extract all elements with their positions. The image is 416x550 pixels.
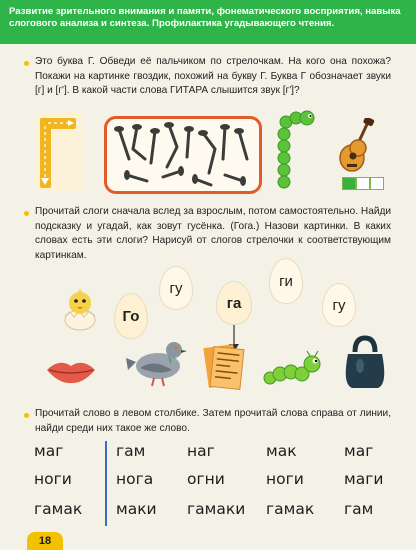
page-number: 18 (27, 532, 63, 550)
right-word: нога (116, 470, 154, 488)
guitar-icon (338, 118, 378, 174)
right-word: гам (116, 442, 146, 460)
task-3-text: Прочитай слово в левом столбике. Затем прочитай слова справа от линии, найди среди них такое же слово. (35, 408, 391, 434)
right-word: ноги (266, 470, 304, 488)
sound-box (356, 177, 370, 190)
caterpillar-icon (262, 350, 324, 386)
syllable-egg-gu[interactable]: гу (159, 266, 193, 310)
weight-icon (340, 334, 390, 392)
left-word: маг (34, 442, 64, 460)
right-word: мак (266, 442, 297, 460)
sound-scheme (342, 177, 384, 190)
right-word: огни (187, 470, 225, 488)
lips-icon (45, 356, 97, 386)
caterpillar-letter-g-icon (276, 110, 320, 190)
bullet-3 (24, 413, 29, 418)
right-word: маг (344, 442, 374, 460)
left-word: ноги (34, 470, 72, 488)
header-text: Развитие зрительного внимания и памяти, фонематического восприятия, навыка слогового анализа и синтеза. Профилактика угадывающего чтения. (9, 6, 401, 30)
right-word: маги (344, 470, 384, 488)
sound-box (342, 177, 356, 190)
letter-g-icon (40, 118, 76, 188)
right-word: гамаки (187, 500, 246, 518)
page-header (0, 0, 416, 44)
right-word: наг (187, 442, 215, 460)
right-word: маки (116, 500, 157, 518)
syllable-egg-ga[interactable]: га (216, 281, 252, 325)
pigeon-icon (124, 336, 188, 388)
sound-box (370, 177, 384, 190)
task-2-text: Прочитай слоги сначала вслед за взрослым, потом самостоятельно. Найди подсказку и угадай, как зовут гусёнка. (Гога.) Назови картинки. В каких словах есть эти слоги? Нарисуй от слогов стрелочки к соответствующим картинкам. (35, 206, 391, 261)
gosling-icon (60, 283, 100, 331)
nails-icon (107, 119, 259, 191)
syllable-egg-gi[interactable]: ги (269, 258, 303, 304)
right-word: гам (344, 500, 374, 518)
newspaper-icon (202, 342, 246, 392)
nails-picture-frame (104, 116, 262, 194)
left-word: гамак (34, 500, 83, 518)
syllable-egg-go[interactable]: Го (114, 293, 148, 339)
task-1-text: Это буква Г. Обведи её пальчиком по стрелочкам. На кого она похожа? Покажи на картинке гвоздик, похожий на букву Г. Буква Г обозначает звуки [г] и [г']. В какой части слова ГИТАРА слышится звук [г']? (35, 56, 391, 97)
right-word: гамак (266, 500, 315, 518)
separator-line (105, 441, 107, 526)
syllable-egg-gu-2[interactable]: гу (322, 283, 356, 327)
bullet-1 (24, 61, 29, 66)
bullet-2 (24, 211, 29, 216)
